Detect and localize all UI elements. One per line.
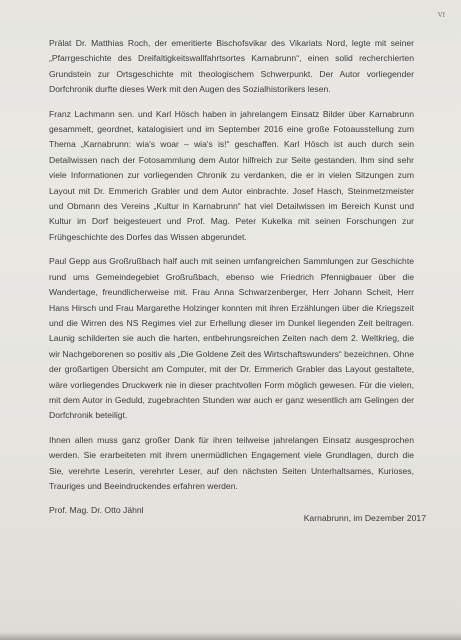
document-body (49, 36, 426, 524)
paragraph-gepp: Paul Gepp aus Großrußbach half auch mit seinen umfangreichen Sammlungen zur Geschichte rund ums Gemeindegebiet Großrußbach, ebenso wie Friedrich Pfennigbauer über die Wandertage, freundlicherweise mit. Frau Anna Schwarzenberger, Herr Johann Scheit, Herr Hans Hirsch und Frau Margarethe Holzinger konnten mit ihren Erzählungen über die Kriegszeit und die Wirren des NS Regimes viel zur Erhellung dieser im Dunkel liegenden Zeit beitragen. Launig schilderten sie auch die harten, entbehrungsreichen Zeiten nach dem 2. Weltkrieg, die wir Nachgeborenen so positiv als „Die Goldene Zeit des Wirtschaftswunders“ bezeichnen. Ohne der großartigen Übersicht am Computer, mit der Dr. Emmerich Grabler das Layout gestaltete, wäre vorliegendes Druckwerk nie in dieser prachtvollen Form möglich gewesen. Für die vielen, mit dem Autor in Geduld, zugebrachten Stunden war auch er ganz wesentlich am Gelingen der Dorfchronik beteiligt. (49, 256, 414, 421)
paragraph-thanks: Ihnen allen muss ganz großer Dank für ihren teilweise jahrelangen Einsatz ausgesprochen werden. Sie erarbeiteten mit ihrem unermüdlichen Engagement viele Grundlagen, durch die Sie, verehrte Leserin, verehrter Leser, auf den nächsten Seiten Unterhaltsames, Kurioses, Trauriges und Beeindruckendes erfahren werden. (49, 434, 414, 491)
paragraph-roch: Prälat Dr. Matthias Roch, der emeritierte Bischofsvikar des Vikariats Nord, legte mit seiner „Pfarrgeschichte des Dreifaltigkeitswallfahrtsortes Karnabrunn“, einen solid recherchierten Grundstein zur Ortsgeschichte mit theologischem Schwerpunkt. Der Autor vorliegender Dorfchronik durfte dieses Werk mit den Augen des Sozialhistorikers lesen. (49, 38, 414, 95)
place-date: Karnabrunn, im Dezember 2017 (303, 513, 426, 524)
author-name: Prof. Mag. Dr. Otto Jähnl (49, 505, 144, 516)
paragraph-lachmann-hoesch: Franz Lachmann sen. und Karl Hösch haben in jahrelangem Einsatz Bilder über Karnabrunn gesammelt, geordnet, katalogisiert und im September 2016 eine große Fotoausstellung zum Thema „Karnabrunn: wia's woar – wia's is!“ geschaffen. Karl Hösch ist auch durch sein Detailwissen nach der Fotosammlung dem Autor hilfreich zur Seite gestanden. Ihm sind sehr viele Informationen zur vorliegenden Chronik zu verdanken, die er in vielen Sitzungen zum Layout mit Dr. Emmerich Grabler und dem Autor einbrachte. Josef Hasch, Steinmetzmeister und Obmann des Vereins „Kultur in Karnabrunn“ hat viel Detailwissen im Bereich Kunst und Kultur im Dorf beigesteuert und Prof. Mag. Peter Kukelka mit seinen Forschungen zur Frühgeschichte des Dorfes das Wissen abgerundet. (49, 108, 414, 242)
page-number: VI (437, 11, 445, 19)
page-bottom-shadow (0, 632, 461, 640)
signature-row (49, 503, 426, 524)
